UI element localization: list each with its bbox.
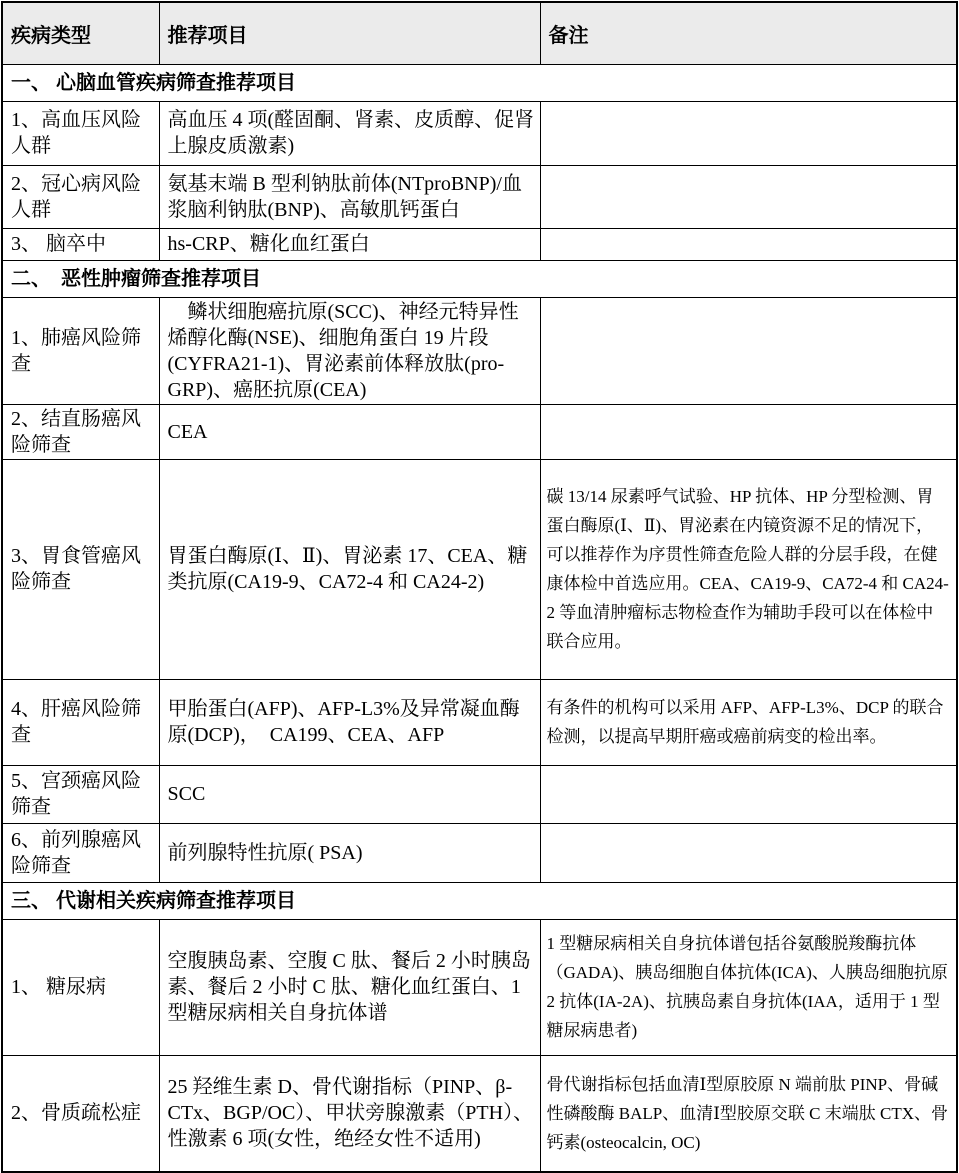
cell-items: 高血压 4 项(醛固酮、肾素、皮质醇、促肾上腺皮质激素) — [159, 101, 540, 165]
cell-disease-type: 1、 糖尿病 — [2, 919, 159, 1055]
cell-items: SCC — [159, 765, 540, 823]
cell-disease-type: 2、结直肠癌风险筛查 — [2, 404, 159, 459]
cell-items: 空腹胰岛素、空腹 C 肽、餐后 2 小时胰岛素、餐后 2 小时 C 肽、糖化血红蛋白、1 型糖尿病相关自身抗体谱 — [159, 919, 540, 1055]
cell-items: hs-CRP、糖化血红蛋白 — [159, 228, 540, 260]
section-row-cardio — [2, 64, 957, 101]
table-row — [2, 228, 957, 260]
cell-disease-type: 4、肝癌风险筛查 — [2, 679, 159, 765]
table-row — [2, 165, 957, 228]
cell-note — [540, 297, 957, 404]
cell-disease-type: 6、前列腺癌风险筛查 — [2, 823, 159, 882]
cell-disease-type: 1、肺癌风险筛查 — [2, 297, 159, 404]
section-title: 三、 代谢相关疾病筛查推荐项目 — [2, 882, 957, 919]
cell-disease-type: 3、胃食管癌风险筛查 — [2, 459, 159, 679]
cell-disease-type: 3、 脑卒中 — [2, 228, 159, 260]
cell-items: 鳞状细胞癌抗原(SCC)、神经元特异性烯醇化酶(NSE)、细胞角蛋白 19 片段(CYFRA21-1)、胃泌素前体释放肽(pro-GRP)、癌胚抗原(CEA) — [159, 297, 540, 404]
cell-note — [540, 823, 957, 882]
cell-disease-type: 1、高血压风险人群 — [2, 101, 159, 165]
cell-note: 1 型糖尿病相关自身抗体谱包括谷氨酸脱羧酶抗体（GADA)、胰岛细胞自体抗体(ICA)、人胰岛细胞抗原 2 抗体(IA-2A)、抗胰岛素自身抗体(IAA，适用于 1 型糖尿病患者) — [540, 919, 957, 1055]
table-row — [2, 823, 957, 882]
cell-note: 碳 13/14 尿素呼气试验、HP 抗体、HP 分型检测、胃蛋白酶原(Ⅰ、Ⅱ)、胃泌素在内镜资源不足的情况下，可以推荐作为序贯性筛查危险人群的分层手段，在健康体检中首选应用。CEA、CA19-9、CA72-4 和 CA24-2 等血清肿瘤标志物检查作为辅助手段可以在体检中联合应用。 — [540, 459, 957, 679]
cell-items: 氨基末端 B 型利钠肽前体(NTproBNP)/血浆脑利钠肽(BNP)、高敏肌钙蛋白 — [159, 165, 540, 228]
cell-note — [540, 228, 957, 260]
table-row — [2, 101, 957, 165]
table-row — [2, 765, 957, 823]
section-row-metabolic — [2, 882, 957, 919]
cell-note — [540, 101, 957, 165]
header-recommended-items: 推荐项目 — [159, 2, 540, 64]
table-row — [2, 459, 957, 679]
screening-recommendation-table — [1, 1, 958, 1173]
section-title: 一、 心脑血管疾病筛查推荐项目 — [2, 64, 957, 101]
cell-items: 25 羟维生素 D、骨代谢指标（PINP、β-CTx、BGP/OC）、甲状旁腺激素（PTH）、性激素 6 项(女性，绝经女性不适用) — [159, 1055, 540, 1172]
section-row-cancer — [2, 260, 957, 297]
cell-items: 胃蛋白酶原(Ⅰ、Ⅱ)、胃泌素 17、CEA、糖类抗原(CA19-9、CA72-4 和 CA24-2) — [159, 459, 540, 679]
cell-items: 甲胎蛋白(AFP)、AFP-L3%及异常凝血酶原(DCP)， CA199、CEA、AFP — [159, 679, 540, 765]
cell-items: CEA — [159, 404, 540, 459]
cell-note — [540, 165, 957, 228]
cell-note: 有条件的机构可以采用 AFP、AFP-L3%、DCP 的联合检测，以提高早期肝癌或癌前病变的检出率。 — [540, 679, 957, 765]
header-row — [2, 2, 957, 64]
cell-note: 骨代谢指标包括血清Ⅰ型原胶原 N 端前肽 PINP、骨碱性磷酸酶 BALP、血清Ⅰ型胶原交联 C 末端肽 CTX、骨钙素(osteocalcin, OC) — [540, 1055, 957, 1172]
cell-disease-type: 2、骨质疏松症 — [2, 1055, 159, 1172]
cell-note — [540, 765, 957, 823]
header-disease-type: 疾病类型 — [2, 2, 159, 64]
table-row — [2, 404, 957, 459]
header-remarks: 备注 — [540, 2, 957, 64]
table-row — [2, 919, 957, 1055]
section-title: 二、 恶性肿瘤筛查推荐项目 — [2, 260, 957, 297]
cell-disease-type: 2、冠心病风险人群 — [2, 165, 159, 228]
table-row — [2, 297, 957, 404]
cell-disease-type: 5、宫颈癌风险筛查 — [2, 765, 159, 823]
table-row — [2, 679, 957, 765]
cell-note — [540, 404, 957, 459]
cell-items: 前列腺特性抗原( PSA) — [159, 823, 540, 882]
table-row — [2, 1055, 957, 1172]
